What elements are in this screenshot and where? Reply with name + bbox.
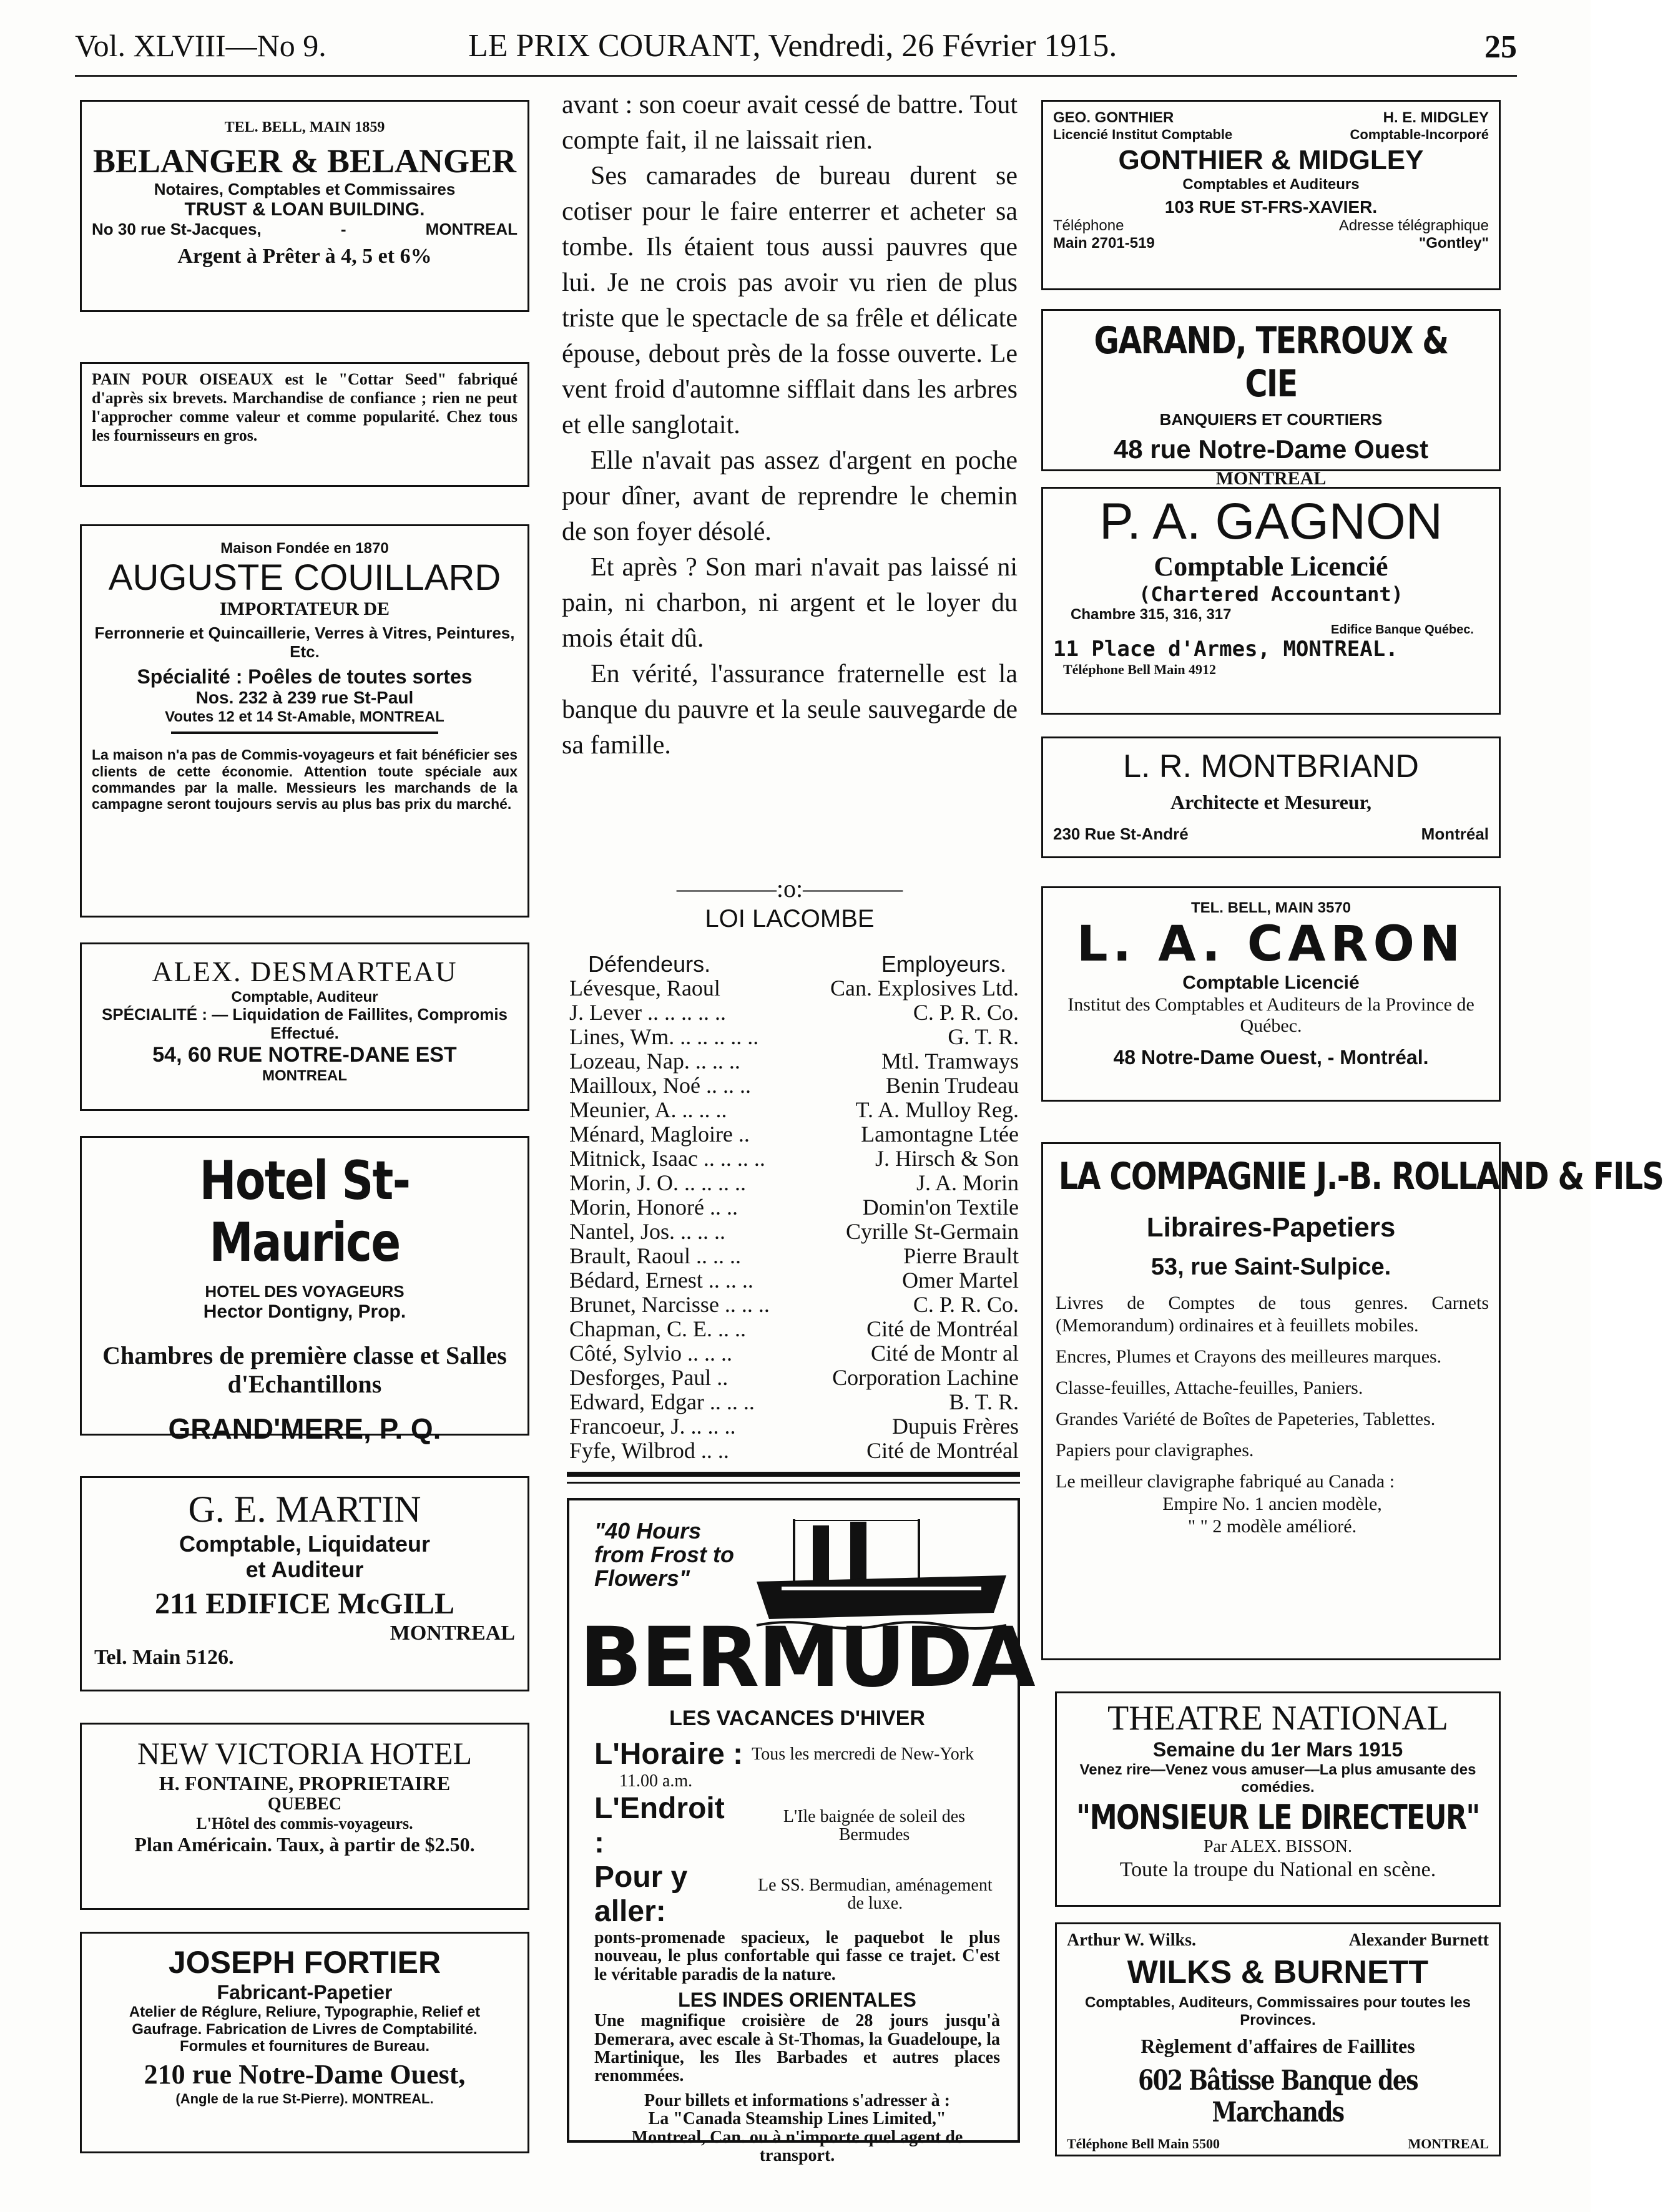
ad-bermuda (567, 1498, 1034, 2165)
bermuda-contact: Pour billets et informations s'adresser à : (644, 2090, 950, 2110)
ad-address-city: MONTREAL (425, 220, 518, 239)
loi-defendeur: Edward, Edgar .. .. .. (569, 1389, 755, 1414)
ad-week: Semaine du 1er Mars 1915 (1152, 1738, 1403, 1761)
loi-defendeur: Mailloux, Noé .. .. .. (569, 1073, 751, 1098)
publication-title: LE PRIX COURANT, Vendredi, 26 Février 1915. (468, 28, 1117, 64)
horaire-text: Tous les mercredi de New-York (752, 1744, 974, 1764)
article-paragraph: Ses camarades de bureau durent se cotiser pour le faire enterrer et acheter sa tombe. Ils étaient tous aussi pauvres que lui. Je ne crois pas avoir vu rien de plus triste que le spectacle de sa frêle et délicate épouse, debout près de la fosse ouverte. Le vent froid d'automne sifflait dans les arbres et elle sanglotait. (562, 162, 1018, 439)
ad-text: Atelier de Réglure, Reliure, Typographie, Relief et Gaufrage. Fabrication de Livres de Comptabilité. Formules et fournitures de Bureau. (129, 2004, 481, 2055)
ad-role: Comptables, Auditeurs, Commissaires pour toutes les Provinces. (1085, 1994, 1471, 2028)
ad-fortier (80, 1932, 529, 2153)
aller-text: Le SS. Bermudian, aménagement de luxe. (758, 1875, 993, 1913)
ad-city: GRAND'MERE, P. Q. (168, 1412, 441, 1446)
loi-employeur: C. P. R. Co. (913, 1000, 1019, 1025)
ad-specialty: Spécialité : Poêles de toutes sortes (137, 665, 473, 688)
loi-defendeur: Lines, Wm. .. .. .. .. .. (569, 1024, 759, 1049)
page-header (75, 22, 1517, 79)
ad-rolland (1041, 1142, 1663, 1660)
ad-role: IMPORTATEUR DE (219, 599, 390, 620)
ad-martin (80, 1476, 529, 1691)
ad-role: Fabricant-Papetier (217, 1980, 393, 2004)
ad-partners (1043, 109, 1499, 127)
ad-empire-1: Empire No. 1 ancien modèle, (1162, 1494, 1382, 1515)
loi-defendeur: Meunier, A. .. .. .. (569, 1097, 727, 1122)
ad-line: Argent à Prêter à 4, 5 et 6% (177, 244, 432, 268)
ad-corner: (Angle de la rue St-Pierre). MONTREAL. (175, 2090, 434, 2107)
ad-couillard (80, 524, 529, 918)
bermuda-tagline: "40 Hours from Frost to Flowers" (594, 1518, 734, 1591)
loi-row (569, 1390, 1019, 1414)
bermuda-horaire (594, 1737, 1000, 1771)
loi-rows (569, 976, 1019, 1463)
ad-tel: TEL. BELL, MAIN 1859 (224, 119, 385, 135)
ad-address (82, 220, 527, 239)
ad-author: Par ALEX. BISSON. (1203, 1837, 1352, 1857)
ad-name: GARAND, TERROUX & CIE (1094, 319, 1448, 406)
loi-row (569, 1122, 1019, 1147)
ad-role: Libraires-Papetiers (1146, 1212, 1396, 1243)
ad-telephone (1043, 217, 1499, 235)
loi-defendeur: Morin, J. O. .. .. .. .. (569, 1170, 747, 1195)
loi-row (569, 1293, 1019, 1317)
bermuda-details (594, 1706, 1000, 2165)
loi-row (569, 1366, 1019, 1390)
ad-empire-2: " " 2 modèle amélioré. (1187, 1516, 1357, 1537)
bermuda-word: BERMUDA (579, 1610, 1034, 1706)
tel-label: Téléphone (1053, 217, 1124, 235)
ad-garand (1041, 309, 1501, 489)
ad-goods: Ferronnerie et Quincaillerie, Verres à Vitres, Peintures, Etc. (94, 623, 515, 661)
loi-defendeur: Mitnick, Isaac .. .. .. .. (569, 1146, 765, 1171)
loi-employeur: G. T. R. (948, 1024, 1019, 1049)
loi-employeur: Benin Trudeau (885, 1073, 1019, 1098)
loi-defendeur: Desforges, Paul .. (569, 1365, 728, 1390)
loi-employeur: B. T. R. (949, 1389, 1019, 1414)
ad-plan: Plan Américain. Taux, à partir de $2.50. (134, 1833, 475, 1856)
loi-row (569, 1341, 1019, 1366)
article-paragraph: Et après ? Son mari n'avait pas laissé ni pain, ni charbon, ni argent et le loyer du mois était dû. (562, 553, 1018, 653)
ad-items (1043, 1281, 1499, 1538)
bermuda-aller (594, 1860, 1000, 1929)
ad-owner: H. FONTAINE, PROPRIETAIRE (159, 1771, 451, 1794)
ad-role: et Auditeur (245, 1557, 364, 1583)
ad-tel: Tel. Main 5126. (94, 1646, 234, 1670)
loi-row (569, 1147, 1019, 1171)
ad-address-dash: - (340, 220, 346, 239)
indes-text: Une magnifique croisière de 28 jours jusqu'à Demerara, avec escale à St-Thomas, la Guadeloupe, la Martinique, les Iles Barbades et autres places renommées. (594, 2011, 1000, 2086)
ad-address: Nos. 232 à 239 rue St-Paul (195, 688, 414, 708)
loi-row (569, 1414, 1019, 1439)
ad-name: L. R. MONTBRIAND (1123, 748, 1419, 785)
loi-header-employeurs: Employeurs. (881, 951, 1006, 977)
ad-city: MONTREAL (390, 1621, 515, 1645)
ad-sub: L'Hôtel des commis-voyageurs. (196, 1814, 413, 1833)
loi-employeur: Cité de Montréal (866, 1438, 1019, 1463)
ad-city: QUEBEC (267, 1794, 342, 1814)
bermuda-para: ponts-promenade spacieux, le paquebot le plus nouveau, le plus confortable qui fasse ce trajet. C'est le véritable paradis de la nature. (594, 1928, 1000, 1984)
ad-role: Architecte et Mesureur, (1170, 790, 1371, 813)
ad-rooms: Chambre 315, 316, 317 (1071, 605, 1232, 623)
loi-row (569, 1268, 1019, 1293)
section-separator: ————:o:———— (676, 874, 903, 903)
loi-lacombe-table (569, 952, 1019, 1463)
loi-defendeur: Ménard, Magloire .. (569, 1122, 750, 1147)
ad-tel: TEL. BELL, MAIN 3570 (1190, 899, 1351, 916)
loi-defendeur: Brault, Raoul .. .. .. (569, 1243, 741, 1268)
ad-firm: GONTHIER & MIDGLEY (1118, 144, 1424, 175)
loi-defendeur: Francoeur, J. .. .. .. (569, 1414, 736, 1439)
ad-role-en: (Chartered Accountant) (1139, 582, 1403, 606)
page-number: 25 (1484, 29, 1517, 65)
loi-employeur: Lamontagne Ltée (861, 1122, 1019, 1147)
bermuda-company: La "Canada Steamship Lines Limited," Montreal, Can. ou à n'importe quel agent de transport. (631, 2109, 963, 2165)
ad-hotel-st-maurice (80, 1136, 529, 1446)
ad-role: Comptables et Auditeurs (1182, 176, 1360, 193)
loi-employeur: T. A. Mulloy Reg. (855, 1097, 1019, 1122)
ad-role: Comptable, Auditeur (231, 988, 378, 1006)
loi-employeur: Pierre Brault (903, 1243, 1019, 1268)
loi-row (569, 1220, 1019, 1244)
loi-row (569, 1025, 1019, 1049)
ad-building: Edifice Banque Québec. (1331, 623, 1474, 637)
ad-line: Règlement d'affaires de Faillites (1141, 2035, 1415, 2058)
loi-employeur: Cité de Montréal (866, 1316, 1019, 1341)
ad-name: WILKS & BURNETT (1127, 1954, 1429, 1991)
loi-defendeur: Lévesque, Raoul (569, 976, 720, 1001)
loi-header-row (569, 952, 1019, 976)
ad-item: Papiers pour clavigraphes. (1056, 1440, 1254, 1461)
ad-address: 54, 60 RUE NOTRE-DANE EST (152, 1043, 457, 1067)
ad-telephone-numbers (1043, 235, 1499, 252)
ad-partner-roles (1043, 127, 1499, 142)
ad-name: NEW VICTORIA HOTEL (137, 1736, 473, 1771)
bermuda-top-rule (567, 1472, 1020, 1477)
ad-name: LA COMPAGNIE J.-B. ROLLAND & FILS (1058, 1155, 1663, 1198)
ad-item: Encres, Plumes et Crayons des meilleures marques. (1056, 1346, 1442, 1368)
ad-specialty: SPÉCIALITÉ : — Liquidation de Faillites, Compromis Effectué. (101, 1005, 508, 1043)
loi-employeur: Mtl. Tramways (881, 1049, 1019, 1074)
ad-note: La maison n'a pas de Commis-voyageurs et fait bénéficier ses clients de cette économie. Attention toute spéciale aux commandes par la malle. Messieurs les marchands de la campagne seront toujours servis au plus bas prix du marché. (92, 746, 518, 813)
ad-rooms: Chambres de première classe et Salles d'Echantillons (102, 1341, 507, 1399)
ad-name: JOSEPH FORTIER (168, 1945, 441, 1980)
ad-montbriand (1041, 737, 1501, 858)
ad-city: MONTREAL (262, 1067, 347, 1085)
ad-city: Montréal (1421, 824, 1489, 843)
ad-theatre (1055, 1691, 1501, 1907)
ad-item: Classe-feuilles, Attache-feuilles, Paniers. (1056, 1378, 1363, 1399)
loi-row (569, 1098, 1019, 1122)
loi-employeur: Dupuis Frères (892, 1414, 1019, 1439)
indes-title: LES INDES ORIENTALES (678, 1989, 916, 2012)
partner-1: Arthur W. Wilks. (1067, 1931, 1196, 1950)
ad-address: 48 rue Notre-Dame Ouest (1113, 434, 1429, 464)
horaire-time: 11.00 a.m. (619, 1771, 693, 1791)
ad-line: Notaires, Comptables et Commissaires (154, 179, 456, 198)
ad-pain-oiseaux (80, 362, 529, 487)
loi-defendeur: Nantel, Jos. .. .. .. (569, 1219, 725, 1244)
loi-employeur: C. P. R. Co. (913, 1292, 1019, 1317)
loi-row (569, 976, 1019, 1001)
loi-row (569, 1317, 1019, 1341)
ad-name: Hotel St-Maurice (199, 1150, 410, 1274)
endroit-text: L'Ile baignée de soleil des Bermudes (783, 1806, 966, 1844)
loi-employeur: Cyrille St-Germain (846, 1219, 1019, 1244)
partner-1-name: GEO. GONTHIER (1053, 109, 1174, 126)
loi-row (569, 1244, 1019, 1268)
loi-row (569, 1195, 1019, 1220)
ad-line: TRUST & LOAN BUILDING. (184, 198, 425, 220)
bermuda-top-rule-thin (567, 1482, 1020, 1484)
loi-defendeur: Chapman, C. E. .. .. (569, 1316, 746, 1341)
ad-name: BELANGER & BELANGER (92, 142, 517, 180)
ad-partners (1057, 1931, 1499, 1950)
loi-row (569, 1439, 1019, 1463)
ad-address-street: No 30 rue St-Jacques, (92, 220, 262, 239)
partner-2: Alexander Burnett (1348, 1931, 1489, 1950)
loi-defendeur: Bédard, Ernest .. .. .. (569, 1268, 753, 1293)
horaire-label: L'Horaire : (594, 1738, 743, 1771)
loi-employeur: J. Hirsch & Son (875, 1146, 1019, 1171)
loi-row (569, 1074, 1019, 1098)
loi-employeur: Corporation Lachine (832, 1365, 1019, 1390)
ad-address: 602 Bâtisse Banque des Marchands (1138, 2064, 1418, 2128)
ad-item: Grandes Variété de Boîtes de Papeteries, Tablettes. (1056, 1409, 1436, 1430)
ad-role: Comptable Licencié (1182, 972, 1360, 994)
bermuda-vacances: LES VACANCES D'HIVER (669, 1706, 925, 1730)
article-text (562, 87, 1018, 763)
loi-defendeur: Brunet, Narcisse .. .. .. (569, 1292, 770, 1317)
volume-number: Vol. XLVIII—No 9. (75, 28, 326, 63)
endroit-label: L'Endroit : (594, 1792, 725, 1859)
ad-text: PAIN POUR OISEAUX est le "Cottar Seed" fabriqué d'après six brevets. Marchandise de confiance ; rien ne peut l'approcher comme valeur et comme popularité. Chez tous les fournisseurs en gros. (92, 370, 518, 444)
ad-city: MONTREAL (1408, 2136, 1489, 2152)
loi-employeur: Cité de Montr al (871, 1341, 1019, 1366)
ad-caron (1041, 886, 1501, 1102)
loi-employeur: Can. Explosives Ltd. (830, 976, 1019, 1001)
ad-item: Le meilleur clavigraphe fabriqué au Canada : (1056, 1471, 1395, 1492)
article-paragraph: En vérité, l'assurance fraternelle est la banque du pauvre et la seule sauvegarde de sa famille. (562, 660, 1018, 760)
loi-row (569, 1171, 1019, 1195)
ad-name: AUGUSTE COUILLARD (108, 557, 501, 598)
partner-1-role: Licencié Institut Comptable (1053, 126, 1233, 142)
header-rule (75, 75, 1517, 77)
ad-rule (171, 732, 438, 734)
ad-troupe: Toute la troupe du National en scène. (1119, 1857, 1436, 1881)
loi-defendeur: Fyfe, Wilbrod .. .. (569, 1438, 729, 1463)
loi-defendeur: J. Lever .. .. .. .. .. (569, 1000, 726, 1025)
ad-victoria (80, 1723, 529, 1910)
ad-sub: HOTEL DES VOYAGEURS (205, 1281, 405, 1301)
ad-name: ALEX. DESMARTEAU (152, 956, 458, 987)
loi-row (569, 1049, 1019, 1074)
loi-defendeur: Lozeau, Nap. .. .. .. (569, 1049, 740, 1074)
loi-defendeur: Morin, Honoré .. .. (569, 1195, 738, 1220)
loi-employeur: J. A. Morin (916, 1170, 1019, 1195)
ad-play: "MONSIEUR LE DIRECTEUR" (1076, 1798, 1479, 1838)
ad-role: Comptable, Liquidateur (179, 1531, 430, 1557)
ad-address: 230 Rue St-André (1053, 824, 1189, 843)
ad-address: 53, rue Saint-Sulpice. (1150, 1253, 1391, 1280)
ad-belanger (80, 100, 529, 312)
loi-employeur: Domin'on Textile (862, 1195, 1019, 1220)
ad-address: 210 rue Notre-Dame Ouest, (144, 2059, 466, 2090)
ad-name: THEATRE NATIONAL (1107, 1699, 1448, 1738)
ad-institute: Institut des Comptables et Auditeurs de la Province de Québec. (1067, 994, 1474, 1037)
ad-address: 11 Place d'Armes, MONTREAL. (1053, 637, 1398, 662)
loi-defendeur: Côté, Sylvio .. .. .. (569, 1341, 733, 1366)
ad-founded: Maison Fondée en 1870 (220, 540, 389, 557)
ad-gagnon (1041, 487, 1501, 715)
partner-2-role: Comptable-Incorporé (1350, 126, 1489, 142)
aller-label: Pour y aller: (594, 1861, 688, 1928)
ad-name: G. E. MARTIN (188, 1489, 421, 1530)
ad-tel-row (1057, 2136, 1499, 2151)
ad-owner: Hector Dontigny, Prop. (203, 1301, 406, 1322)
ad-vaults: Voutes 12 et 14 St-Amable, MONTREAL (165, 708, 444, 725)
ad-tel: Téléphone Bell Main 5500 (1067, 2136, 1220, 2152)
ad-wilks (1055, 1922, 1501, 2156)
ad-item: Livres de Comptes de tous genres. Carnets (Memorandum) ordinaires et à feuillets mobiles. (1056, 1293, 1489, 1336)
tel-number: Main 2701-519 (1053, 234, 1155, 252)
ad-city: MONTREAL (1215, 468, 1327, 489)
article-paragraph: avant : son coeur avait cessé de battre. Tout compte fait, il ne laissait rien. (562, 91, 1018, 155)
ad-address: 103 RUE ST-FRS-XAVIER. (1164, 197, 1378, 217)
loi-header-defendeurs: Défendeurs. (588, 951, 711, 977)
ad-gonthier (1041, 100, 1501, 290)
loi-employeur: Omer Martel (902, 1268, 1019, 1293)
ad-role: Comptable Licencié (1154, 551, 1388, 582)
tel-address: Adresse télégraphique (1338, 217, 1489, 235)
bermuda-endroit (594, 1791, 1000, 1860)
ad-address: 211 EDIFICE McGILL (154, 1587, 455, 1620)
ad-name: P. A. GAGNON (1099, 493, 1443, 550)
partner-2-name: H. E. MIDGLEY (1383, 109, 1489, 126)
loi-lacombe-title: LOI LACOMBE (705, 905, 875, 932)
ad-tel: Téléphone Bell Main 4912 (1063, 662, 1217, 678)
tel-code: "Gontley" (1418, 234, 1489, 252)
ad-desmarteau (80, 942, 529, 1111)
ad-address: 48 Notre-Dame Ouest, - Montréal. (1113, 1045, 1429, 1069)
ad-address-row (1043, 825, 1499, 844)
article-paragraph: Elle n'avait pas assez d'argent en poche pour dîner, avant de reprendre le chemin de son foyer désolé. (562, 446, 1018, 546)
loi-row (569, 1001, 1019, 1025)
ad-name: L. A. CARON (1076, 916, 1466, 972)
ad-role: BANQUIERS ET COURTIERS (1159, 410, 1383, 429)
ad-line: Venez rire—Venez vous amuser—La plus amusante des comédies. (1079, 1761, 1476, 1796)
